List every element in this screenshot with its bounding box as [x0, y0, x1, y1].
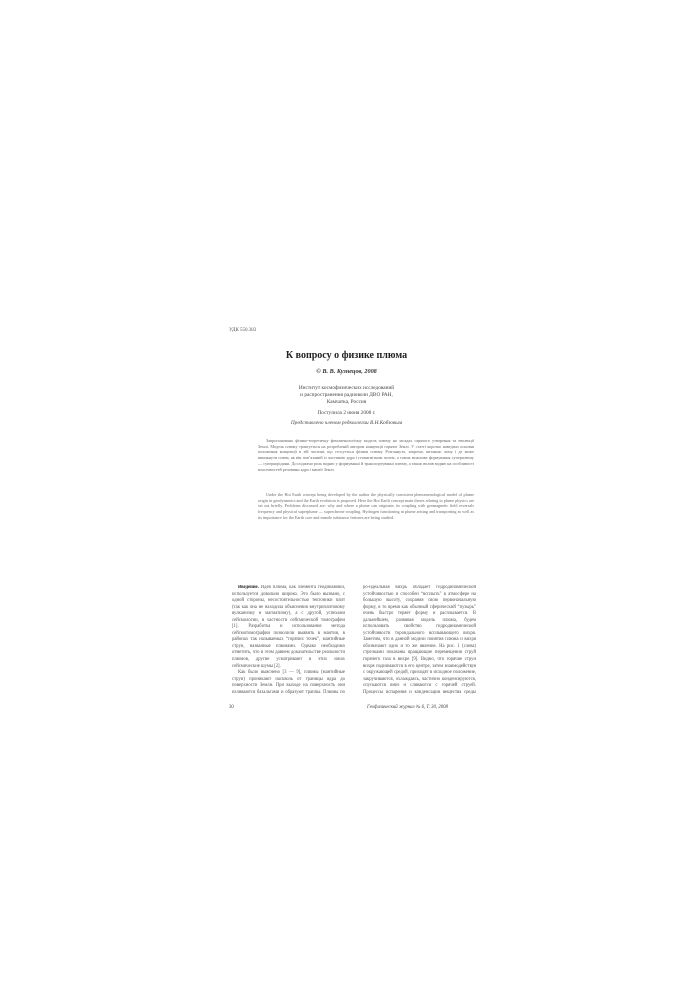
affiliation-line: Институт космофизических исследований	[298, 385, 395, 391]
affiliation-line: и распространения радиоволн ДВО РАН,	[300, 391, 393, 398]
udc-code: УДК 550.383	[229, 328, 257, 333]
abstract-english: Under the Hot Earth concept being developed by the author the physically consistent phenomenological model of plume origin in geodynamics and the Earth evolution is proposed. Here the Hot Earth concept main theses relating to plume physics are set out briefly. Problems discussed are: why and where a plume can originate, its coupling with geomagnetic field reversals frequency and physical superplume — superchrone coupling. Hydrogen functioning in plume arising and transporting as well as its importance for the Earth core and mantle substance features are being studied.	[258, 492, 474, 520]
intro-paragraph	[232, 585, 345, 670]
body-column-right	[363, 585, 476, 695]
body-column-left	[232, 585, 345, 695]
journal-footer: Геофизический журнал № 6, Т. 30, 2008	[367, 705, 448, 710]
page-number: 30	[229, 705, 234, 710]
presented-by: Представлено членом редколлегии В.Н.Кобзовым	[290, 420, 403, 426]
received-date: Поступила 2 июня 2008 г.	[317, 410, 376, 416]
paragraph: ро-идеальная вихрь обладает гидродинамической устойчивостью и способен “всплыть” в атмосфере на большую высоту, сохраняя свою первоначальную форму, в то время как обычный сферический “пузырь” очень быстро теряет форму и расплывается. В дальнейшем, развивая модель плюма, будем использовать свойство гидродинамической устойчивости тороидального всплывающего вихря. Заметим, что в данной модели понятия плюма и вихря обозначают одно и то же явление. На рис. 1 (слева) стрелками показаны вращающие перемещения струй горячего газа в вихре [9]. Видно, что горячие струи вихря поднимаются в его центре, затем взаимодействуя с окружающей средой, приходят в исходное положение, закручиваются, охлаждаясь, частично конденсируются, спускаются вниз и сливаются с горячей струей. Процессы испарения и конденсации вещества среды	[363, 585, 476, 695]
affiliation-line: Камчатка, Россия	[326, 398, 367, 405]
article-title: К вопросу о физике плюма	[285, 350, 408, 361]
affiliation	[0, 385, 693, 405]
paragraph-text: Идея плюма, как элемента геодинамики, используется довольно широко. Это было вызвано, с одной стороны, несостоятельностью тектоники плит (так как она не находила объяснения внутриплитовому вулканизму и магматизму), а с другой, успехами сейсмологии, в частности сейсмической томографии [1]. Разработка и использование метода сейсмотомографии позволили выявить в мантии, в районах так называемых “горячих точек”, мантийные струи, названные плюмами. Однако необходимо отметить, что в этом давнем доказательстве реальности плюмов, другие усматривают в этих зонах сейсмические шумы [2].	[232, 585, 345, 669]
author-line: © В. В. Кузнецов, 2008	[316, 368, 377, 375]
paragraph: Как было выяснено [3 — 9], плюмы (мантийные струи) проникают насквозь от границы ядра до поверхности Земли. При выходе на поверхность они изливаются базальтами и образуют траппы. Плюмы по	[232, 670, 345, 695]
intro-heading: Введение.	[238, 585, 259, 590]
abstract-ukrainian: Запропоновано фізико-теоретичну феноменологічну модель плюму на засадах гарячого утворення та еволюції Землі. Модель плюму трактується на розробленій автором концепції гарячої Землі. У статті коротко наведено основні положення концепції в тій частині, що стосується фізики плюму. Розглянуто, зокрема, питання: чому і де може виникнути плюм, як він пов’язаний із частиною ядра і геомагнітним полем, а також можливе формування суперплюму — суперкорідини. Досліджено роль водню у формуванні й транспортуванні плюму, а також вплив водню на особливості властивостей речовини ядра і мантії Землі.	[258, 438, 474, 472]
